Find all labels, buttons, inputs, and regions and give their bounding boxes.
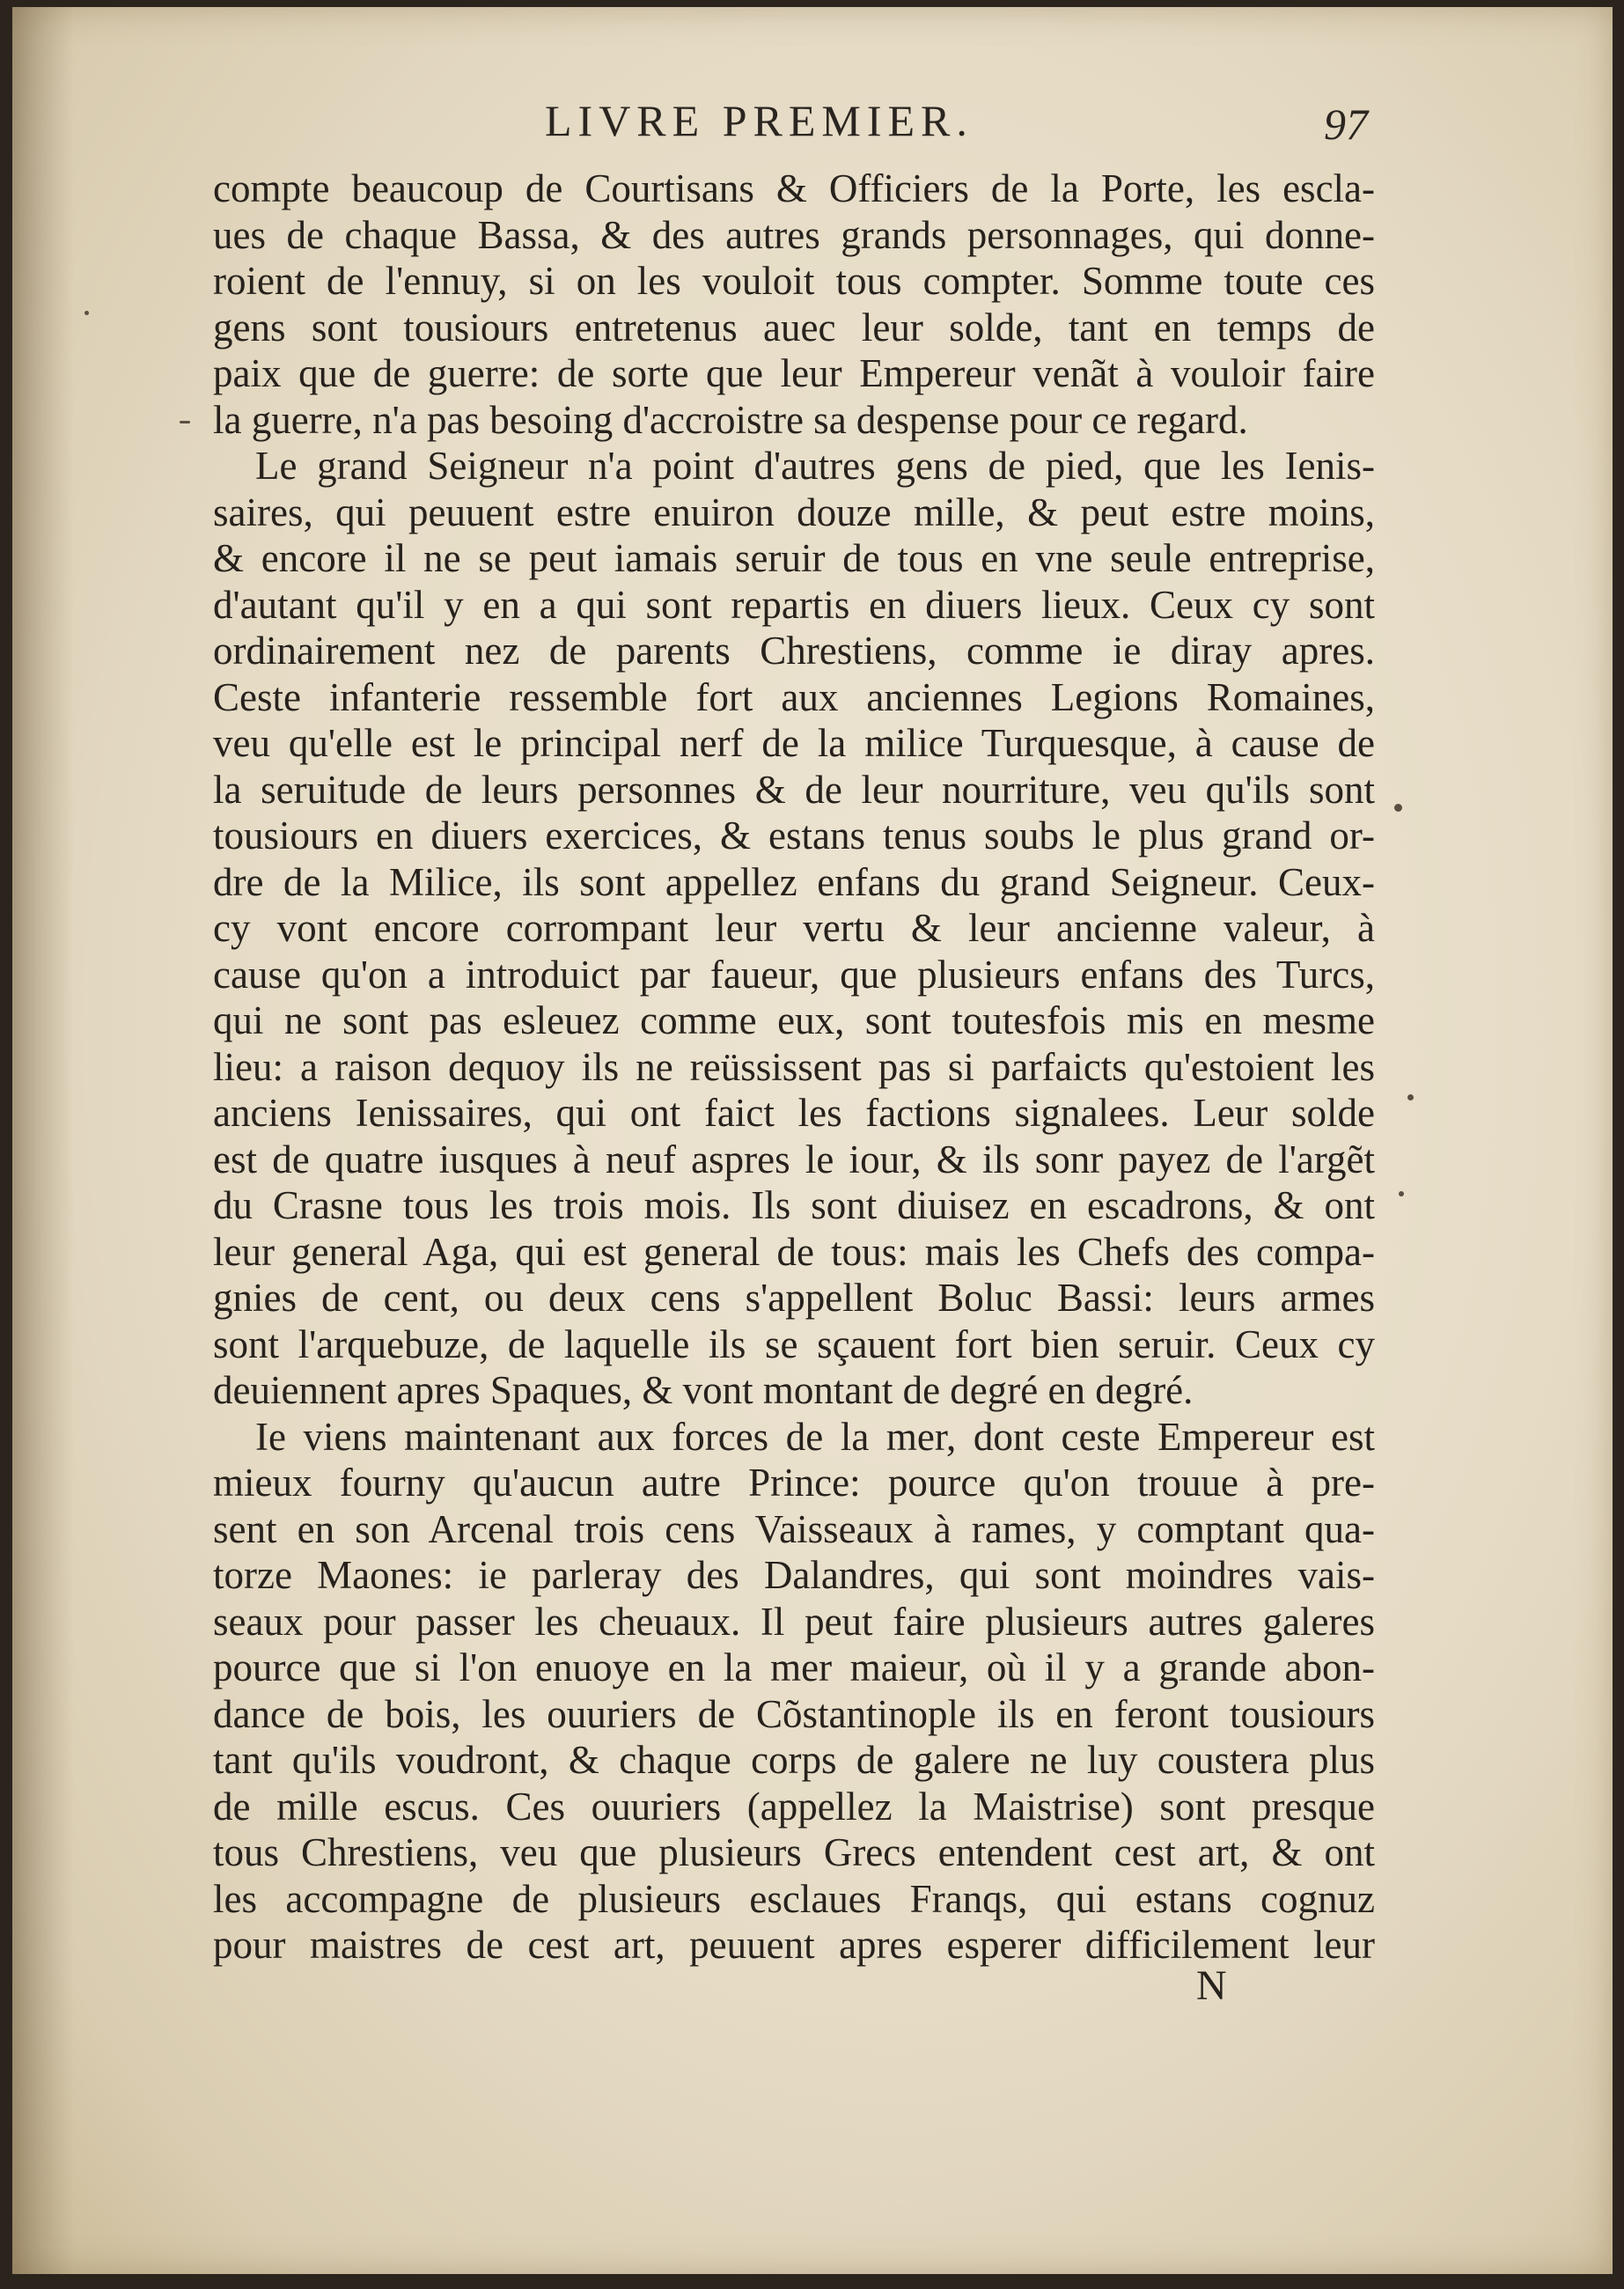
ink-speck: [180, 421, 190, 423]
text-line: saires, qui peuuent estre enuiron douze mille, & peut estre moins,: [213, 489, 1375, 534]
text-line: gnies de cent, ou deux cens s'appellent Boluc Bassi: leurs armes: [213, 1276, 1375, 1320]
ink-speck: [85, 311, 89, 315]
text-line: leur general Aga, qui est general de tous: mais les Chefs des compa-: [213, 1229, 1375, 1274]
binding-shadow: [12, 7, 74, 2274]
ink-speck: [1394, 804, 1402, 812]
text-line: la seruitude de leurs personnes & de leur nourriture, veu qu'ils sont: [213, 767, 1375, 812]
text-line: qui ne sont pas esleuez comme eux, sont toutesfois mis en mesme: [213, 998, 1375, 1042]
text-line: est de quatre iusques à neuf aspres le iour, & ils sonr payez de l'argẽt: [213, 1137, 1375, 1181]
text-line: lieu: a raison dequoy ils ne reüssissent pas si parfaicts qu'estoient les: [213, 1044, 1375, 1089]
text-line: torze Maones: ie parleray des Dalandres, qui sont moindres vais-: [213, 1553, 1375, 1597]
book-page: [12, 7, 1613, 2274]
text-line: d'autant qu'il y en a qui sont repartis en diuers lieux. Ceux cy sont: [213, 582, 1375, 627]
text-line: Ie viens maintenant aux forces de la mer, dont ceste Empereur est: [255, 1414, 1375, 1459]
running-head-title: LIVRE PREMIER.: [545, 96, 974, 145]
text-line: pource que si l'on enuoye en la mer maieur, où il y a grande abon-: [213, 1645, 1375, 1689]
text-line: deuiennent apres Spaques, & vont montant de degré en degré.: [213, 1368, 1194, 1412]
text-line: du Crasne tous les trois mois. Ils sont diuisez en escadrons, & ont: [213, 1183, 1375, 1227]
text-line: paix que de guerre: de sorte que leur Empereur venãt à vouloir faire: [213, 351, 1375, 395]
ink-speck: [1407, 1094, 1414, 1100]
text-line: tant qu'ils voudront, & chaque corps de galere ne luy coustera plus: [213, 1738, 1375, 1782]
text-line: & encore il ne se peut iamais seruir de tous en vne seule entreprise,: [213, 536, 1375, 580]
text-line: de mille escus. Ces ouuriers (appellez la Maistrise) sont presque: [213, 1784, 1375, 1829]
text-line: les accompagne de plusieurs esclaues Franqs, qui estans cognuz: [213, 1876, 1375, 1921]
text-line: tousiours en diuers exercices, & estans tenus soubs le plus grand or-: [213, 813, 1375, 857]
text-line: cause qu'on a introduict par faueur, que plusieurs enfans des Turcs,: [213, 952, 1375, 997]
text-line: roient de l'ennuy, si on les vouloit tous compter. Somme toute ces: [213, 259, 1375, 303]
text-line: anciens Ienissaires, qui ont faict les factions signalees. Leur solde: [213, 1091, 1375, 1135]
text-line: la guerre, n'a pas besoing d'accroistre sa despense pour ce regard.: [213, 397, 1248, 442]
running-head: [206, 95, 1368, 157]
text-line: dre de la Milice, ils sont appellez enfans du grand Seigneur. Ceux-: [213, 859, 1375, 904]
text-line: cy vont encore corrompant leur vertu & leur ancienne valeur, à: [213, 906, 1375, 950]
text-line: mieux fourny qu'aucun autre Prince: pource qu'on trouue à pre-: [213, 1461, 1375, 1505]
text-line: gens sont tousiours entretenus auec leur solde, tant en temps de: [213, 305, 1375, 350]
text-line: seaux pour passer les cheuaux. Il peut faire plusieurs autres galeres: [213, 1599, 1375, 1644]
text-line: veu qu'elle est le principal nerf de la milice Turquesque, à cause de: [213, 721, 1375, 765]
body-text: [213, 166, 1375, 1969]
text-line: sont l'arquebuze, de laquelle ils se sçauent fort bien seruir. Ceux cy: [213, 1321, 1375, 1366]
page-number: 97: [1324, 99, 1368, 149]
text-line: sent en son Arcenal trois cens Vaisseaux à rames, y comptant qua-: [213, 1506, 1375, 1551]
text-line: ordinairement nez de parents Chrestiens, comme ie diray apres.: [213, 629, 1375, 673]
text-line: Le grand Seigneur n'a point d'autres gens de pied, que les Ienis-: [255, 444, 1375, 488]
text-line: Ceste infanterie ressemble fort aux anciennes Legions Romaines,: [213, 674, 1375, 719]
text-line: ues de chaque Bassa, & des autres grands personnages, qui donne-: [213, 212, 1375, 257]
text-line: pour maistres de cest art, peuuent apres esperer difficilement leur: [213, 1923, 1375, 1967]
signature-mark: N: [1196, 1962, 1227, 2009]
text-line: dance de bois, les ouuriers de Cõstantinople ils en feront tousiours: [213, 1691, 1375, 1736]
text-line: compte beaucoup de Courtisans & Officiers de la Porte, les escla-: [213, 166, 1375, 210]
text-line: tous Chrestiens, veu que plusieurs Grecs entendent cest art, & ont: [213, 1830, 1375, 1874]
ink-speck: [1399, 1191, 1404, 1196]
